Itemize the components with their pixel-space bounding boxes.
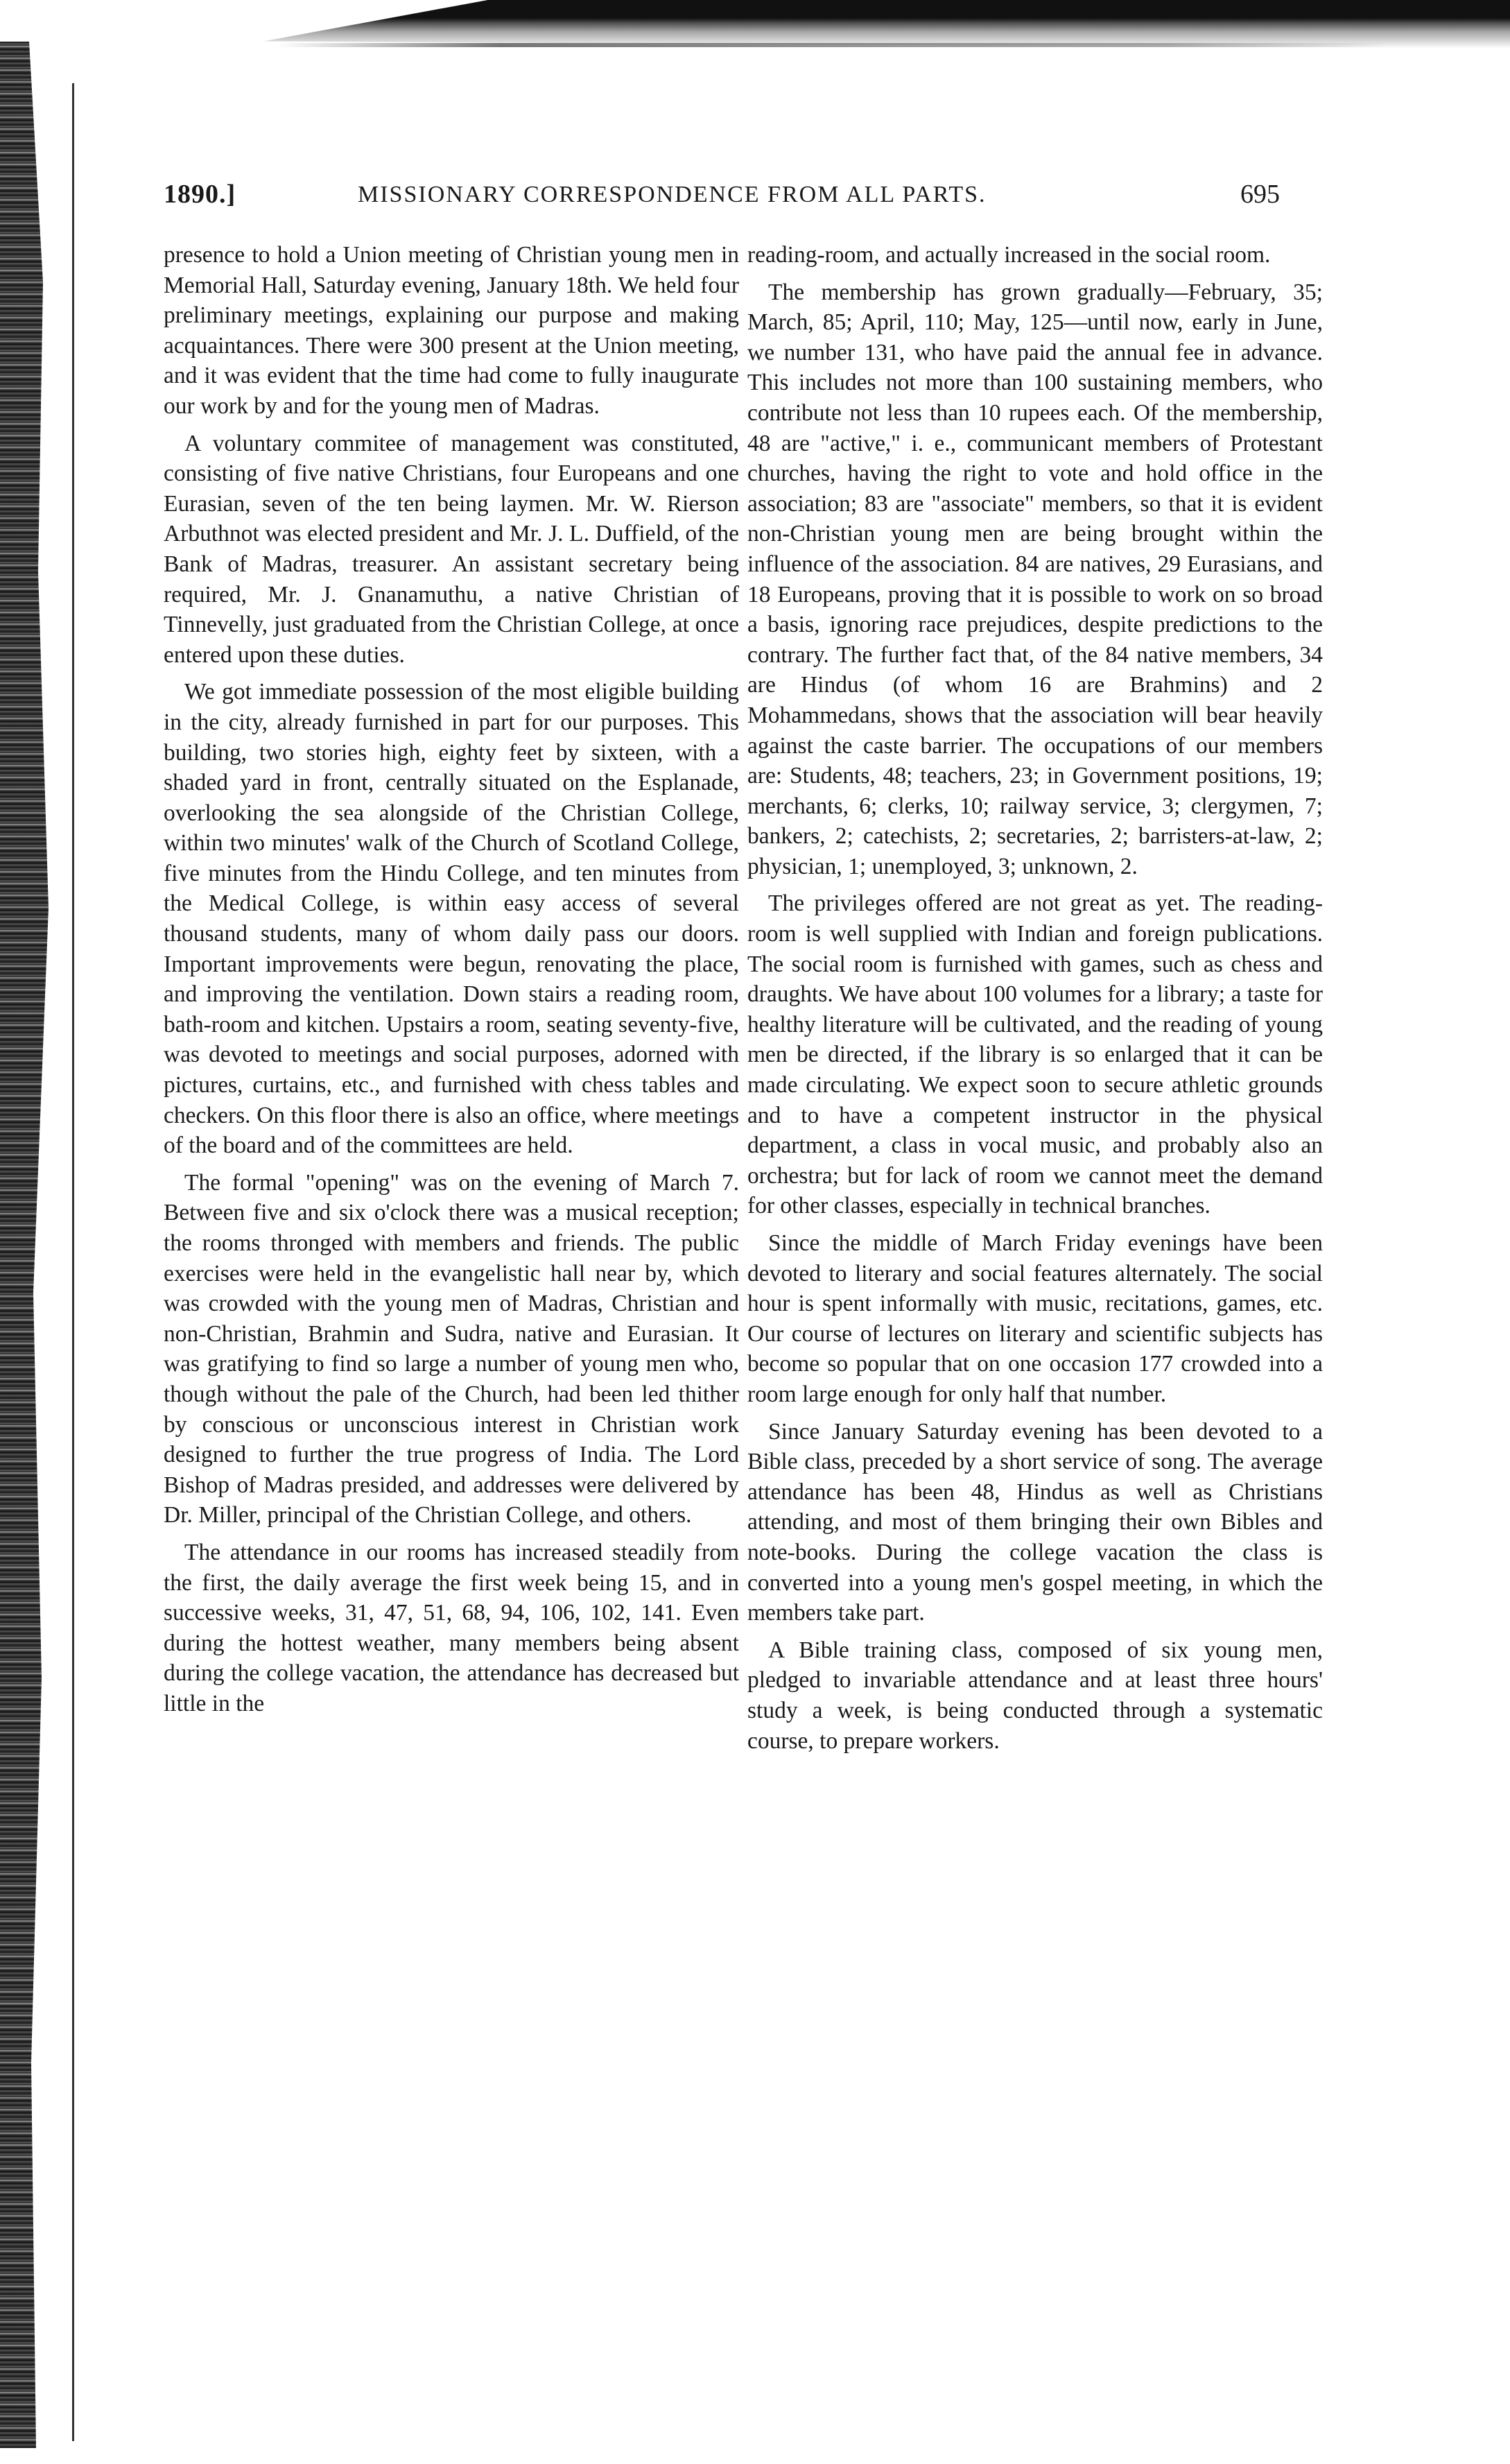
paragraph: reading-room, and actually increased in the social room. bbox=[747, 242, 1271, 268]
header-running-title: MISSIONARY CORRESPONDENCE FROM ALL PARTS. bbox=[358, 182, 987, 207]
paragraph: The attendance in our rooms has increased steadily from the first, the daily average the first week being 15, and in successive weeks, 31, 47, 51, 68, 94, 106, 102, 141. Even during the hottest weather, many members being absent during the college vacation, the attendance has decreased but little in the bbox=[164, 1539, 739, 1716]
scan-streak bbox=[277, 43, 1387, 47]
paragraph: The formal "opening" was on the evening of March 7. Between five and six o'clock there was a musical reception; the rooms thronged with members and friends. The public exercises were held in the evangelistic hall near by, which was crowded with the young men of Madras, Christian and non-Christian, Brahmin and Sudra, native and Eurasian. It was gratifying to find so large a number of young men who, though without the pale of the Church, had been led thither by conscious or unconscious interest in Christian work designed to further the true progress of India. The Lord Bishop of Madras presided, and addresses were delivered by Dr. Miller, principal of the Christian College, and others. bbox=[164, 1169, 739, 1528]
paragraph: We got immediate possession of the most eligible building in the city, already furnished in part for our purposes. This building, two stories high, eighty feet by sixteen, with a shaded yard in front, centrally situated on the Esplanade, overlooking the sea alongside of the Christian College, within two minutes' walk of the Church of Scotland College, five minutes from the Hindu College, and ten minutes from the Medical College, is within easy access of several thousand students, many of whom daily pass our doors. Important improvements were begun, renovating the place, and improving the ventilation. Down stairs a reading room, bath-room and kitchen. Upstairs a room, seating seventy-five, was devoted to meetings and social purposes, adorned with pictures, curtains, etc., and furnished with chess tables and checkers. On this floor there is also an office, where meetings of the board and of the committees are held. bbox=[164, 679, 739, 1159]
paragraph: Since January Saturday evening has been devoted to a Bible class, preceded by a short service of song. The average attendance has been 48, Hindus as well as Christians attending, and most of them bringing their own Bibles and note-books. During the college vacation the class is converted into a young men's gospel meeting, in which the members take part. bbox=[747, 1418, 1323, 1626]
header-year: 1890.] bbox=[164, 180, 236, 209]
paragraph: A Bible training class, composed of six young men, pledged to invariable attendance and at least three hours' study a week, is being conducted through a systematic course, to prepare workers. bbox=[747, 1637, 1323, 1754]
book-binding-edge bbox=[0, 42, 69, 2448]
paragraph: The membership has grown gradually—February, 35; March, 85; April, 110; May, 125—until now, early in June, we number 131, who have paid the annual fee in advance. This includes not more than 100 sustaining members, who contribute not less than 10 rupees each. Of the membership, 48 are "active," i. e., communicant members of Protestant churches, having the right to vote and hold office in the association; 83 are "associate" members, so that it is evident non-Christian young men are being brought within the influence of the association. 84 are natives, 29 Eurasians, and 18 Europeans, proving that it is possible to work on so broad a basis, ignoring race prejudices, despite predictions to the contrary. The further fact that, of the 84 native members, 34 are Hindus (of whom 16 are Brahmins) and 2 Mohammedans, shows that the association will bear heavily against the caste barrier. The occupations of our members are: Students, 48; teachers, 23; in Government positions, 19; merchants, 6; clerks, 10; railway service, 3; clergymen, 7; bankers, 2; catechists, 2; secretaries, 2; barristers-at-law, 2; physician, 1; unemployed, 3; unknown, 2. bbox=[747, 279, 1323, 879]
left-column bbox=[164, 240, 739, 1719]
gutter-line bbox=[72, 83, 74, 2441]
scan-edge-shadow bbox=[263, 0, 1510, 49]
right-column bbox=[747, 240, 1323, 1756]
paragraph: The privileges offered are not great as yet. The reading-room is well supplied with Indian and foreign publications. The social room is furnished with games, such as chess and draughts. We have about 100 volumes for a library; a taste for healthy literature will be cultivated, and the reading of young men be directed, if the library is so enlarged that it can be made circulating. We expect soon to secure athletic grounds and to have a competent instructor in the physical department, a class in vocal music, and probably also an orchestra; but for lack of room we cannot meet the demand for other classes, especially in technical branches. bbox=[747, 890, 1323, 1219]
running-header bbox=[164, 179, 1280, 218]
paragraph: Since the middle of March Friday evenings have been devoted to literary and social features alternately. The social hour is spent informally with music, recitations, games, etc. Our course of lectures on literary and scientific subjects has become so popular that on one occasion 177 crowded into a room large enough for only half that number. bbox=[747, 1230, 1323, 1407]
paragraph: A voluntary commitee of management was constituted, consisting of five native Christians, four Europeans and one Eurasian, seven of the ten being laymen. Mr. W. Rierson Arbuthnot was elected president and Mr. J. L. Duffield, of the Bank of Madras, treasurer. An assistant secretary being required, Mr. J. Gnanamuthu, a native Christian of Tinnevelly, just graduated from the Christian College, at once entered upon these duties. bbox=[164, 430, 739, 668]
paragraph: presence to hold a Union meeting of Christian young men in Memorial Hall, Saturday evening, January 18th. We held four preliminary meetings, explaining our purpose and making acquaintances. There were 300 present at the Union meeting, and it was evident that the time had come to fully inaugurate our work by and for the young men of Madras. bbox=[164, 242, 739, 419]
page-number: 695 bbox=[1240, 180, 1280, 209]
